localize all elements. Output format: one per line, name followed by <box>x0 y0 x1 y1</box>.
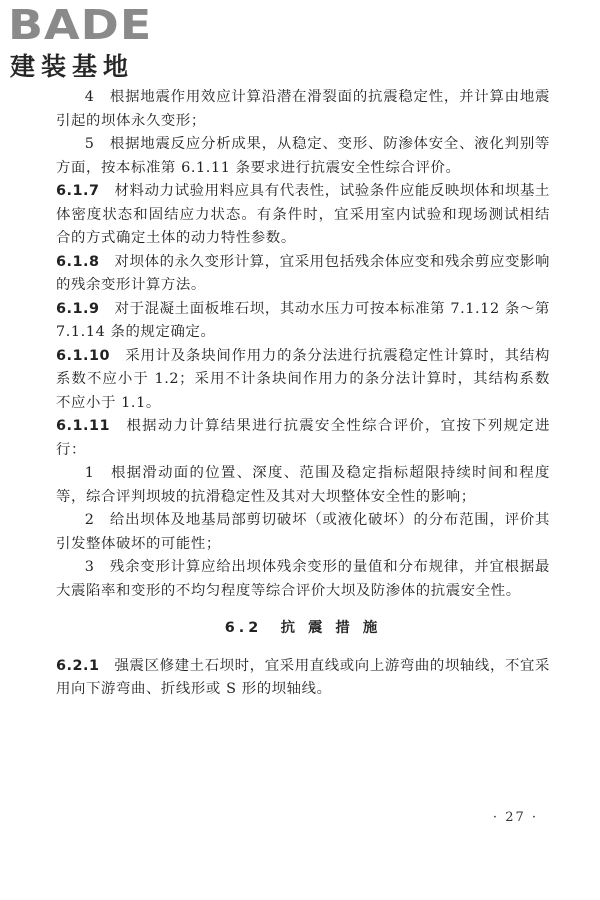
list-item-text: 5 根据地震反应分析成果，从稳定、变形、防渗体安全、液化判别等方面，按本标准第 6.1.11 条要求进行抗震安全性综合评价。 <box>56 136 550 176</box>
clause <box>56 180 550 251</box>
clause-number: 6.1.7 <box>56 183 100 199</box>
logo-word: BADE <box>8 0 153 49</box>
list-item <box>56 133 550 180</box>
document-body <box>56 86 550 702</box>
section-heading: 6.2 抗 震 措 施 <box>224 620 382 636</box>
list-item <box>56 509 550 556</box>
list-item <box>56 86 550 133</box>
list-item <box>56 462 550 509</box>
clause-number: 6.1.8 <box>56 253 100 270</box>
clause <box>56 655 550 702</box>
clause-text: 材料动力试验用料应具有代表性，试验条件应能反映坝体和坝基土体密度状态和固结应力状态。有条件时，宜采用室内试验和现场测试相结合的方式确定土体的动力特性参数。 <box>56 183 550 246</box>
clause-text: 对于混凝土面板堆石坝，其动水压力可按本标准第 7.1.12 条～第 7.1.14 条的规定确定。 <box>56 300 550 340</box>
list-item-text: 2 给出坝体及地基局部剪切破坏（或液化破坏）的分布范围，评价其引发整体破坏的可能性； <box>56 512 550 552</box>
list-item-text: 4 根据地震作用效应计算沿潜在滑裂面的抗震稳定性，并计算由地震引起的坝体永久变形； <box>56 89 550 129</box>
clause-number: 6.1.9 <box>56 300 100 317</box>
clause-number: 6.1.11 <box>56 418 110 434</box>
list-item-text: 3 残余变形计算应给出坝体残余变形的量值和分布规律，并宜根据最大震陷率和变形的不均匀程度等综合评价大坝及防渗体的抗震安全性。 <box>56 559 550 599</box>
list-item-text: 1 根据滑动面的位置、深度、范围及稳定指标超限持续时间和程度等，综合评判坝坡的抗滑稳定性及其对大坝整体安全性的影响； <box>56 465 550 505</box>
list-item <box>56 556 550 603</box>
clause <box>56 415 550 462</box>
clause-number: 6.1.10 <box>56 347 110 364</box>
logo <box>8 2 178 84</box>
clause <box>56 251 550 298</box>
clause-text: 根据动力计算结果进行抗震安全性综合评价，宜按下列规定进行： <box>56 418 550 458</box>
page-number: · 27 · <box>493 810 538 825</box>
clause <box>56 298 550 345</box>
clause-number: 6.2.1 <box>56 657 100 674</box>
clause-text: 强震区修建土石坝时，宜采用直线或向上游弯曲的坝轴线，不宜采用向下游弯曲、折线形或 S 形的坝轴线。 <box>56 657 550 697</box>
logo-subtitle: 建装基地 <box>10 52 135 81</box>
clause <box>56 345 550 416</box>
clause-text: 采用计及条块间作用力的条分法进行抗震稳定性计算时，其结构系数不应小于 1.2；采用不计条块间作用力的条分法计算时，其结构系数不应小于 1.1。 <box>56 347 550 411</box>
clause-text: 对坝体的永久变形计算，宜采用包括残余体应变和残余剪应变影响的残余变形计算方法。 <box>56 253 550 293</box>
